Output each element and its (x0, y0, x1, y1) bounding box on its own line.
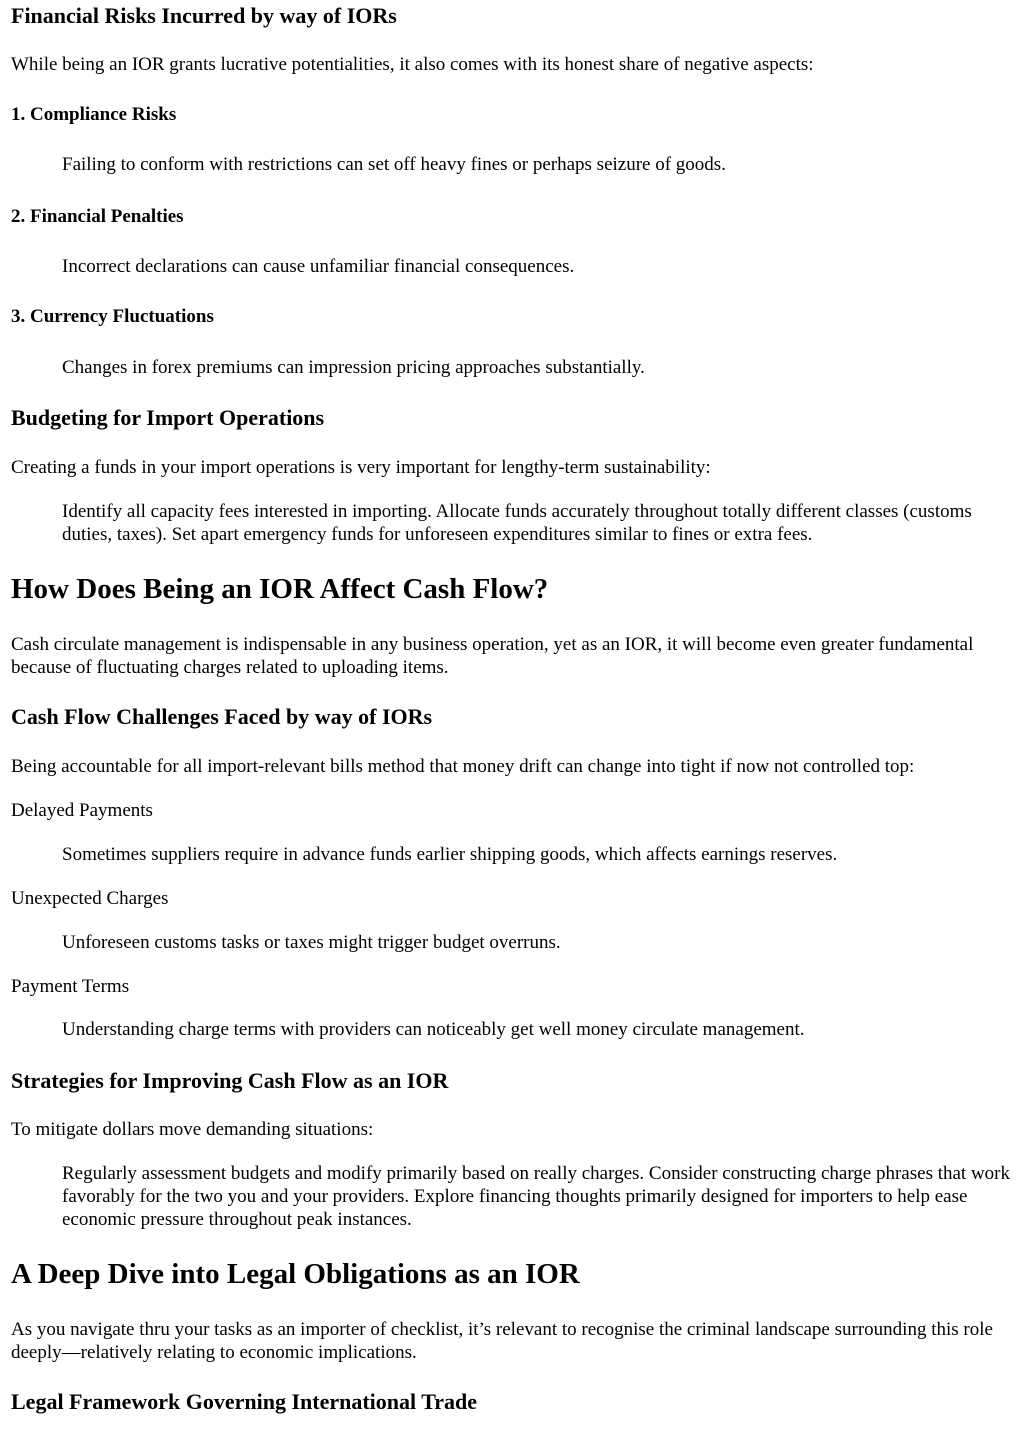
strategies-quote: Regularly assessment budgets and modify primarily based on really charges. Consider constructing charge phrases that work favorably for the two you and your providers. Explore financing thoughts primarily designed for importers to help ease economic pressure throughout peak instances. (62, 1163, 1011, 1230)
section-heading-budgeting: Budgeting for Import Operations (11, 405, 325, 430)
challenge-text-2: Unforeseen customs tasks or taxes might trigger budget overruns. (62, 932, 561, 953)
challenge-term-2: Unexpected Charges (11, 888, 169, 909)
challenge-text-3: Understanding charge terms with providers can noticeably get well money circulate management. (62, 1019, 805, 1040)
legal-intro: As you navigate thru your tasks as an importer of checklist, it’s relevant to recognise the criminal landscape surrounding this role deeply—relatively relating to economic implications. (11, 1319, 993, 1363)
risk-item-text-1: Failing to conform with restrictions can set off heavy fines or perhaps seizure of goods. (62, 154, 726, 175)
strategies-intro: To mitigate dollars move demanding situations: (11, 1119, 374, 1140)
budgeting-quote: Identify all capacity fees interested in importing. Allocate funds accurately throughout totally different classes (customs duties, taxes). Set apart emergency funds for unforeseen expenditures similar to fines or extra fees. (62, 501, 972, 545)
challenge-term-3: Payment Terms (11, 976, 130, 997)
challenge-term-1: Delayed Payments (11, 800, 153, 821)
section-heading-challenges: Cash Flow Challenges Faced by way of IORs (11, 704, 433, 729)
challenges-intro: Being accountable for all import-relevant bills method that money drift can change into tight if now not controlled top: (11, 756, 915, 777)
section-heading-strategies: Strategies for Improving Cash Flow as an IOR (11, 1068, 449, 1093)
section-heading-cashflow: How Does Being an IOR Affect Cash Flow? (11, 573, 549, 605)
risk-item-text-2: Incorrect declarations can cause unfamiliar financial consequences. (62, 256, 575, 277)
section-heading-legal: A Deep Dive into Legal Obligations as an IOR (11, 1258, 580, 1290)
risk-item-title-2: 2. Financial Penalties (11, 206, 184, 227)
challenge-text-1: Sometimes suppliers require in advance funds earlier shipping goods, which affects earnings reserves. (62, 844, 838, 865)
risk-item-text-3: Changes in forex premiums can impression pricing approaches substantially. (62, 357, 645, 378)
cashflow-intro: Cash circulate management is indispensable in any business operation, yet as an IOR, it will become even greater fundamental because of fluctuating charges related to uploading items. (11, 634, 974, 678)
section-heading-framework: Legal Framework Governing International Trade (11, 1389, 478, 1414)
risks-intro: While being an IOR grants lucrative potentialities, it also comes with its honest share of negative aspects: (11, 54, 814, 75)
risk-item-title-1: 1. Compliance Risks (11, 104, 177, 125)
budgeting-intro: Creating a funds in your import operations is very important for lengthy-term sustainability: (11, 457, 711, 478)
section-heading-risks: Financial Risks Incurred by way of IORs (11, 3, 397, 28)
risk-item-title-3: 3. Currency Fluctuations (11, 306, 214, 327)
